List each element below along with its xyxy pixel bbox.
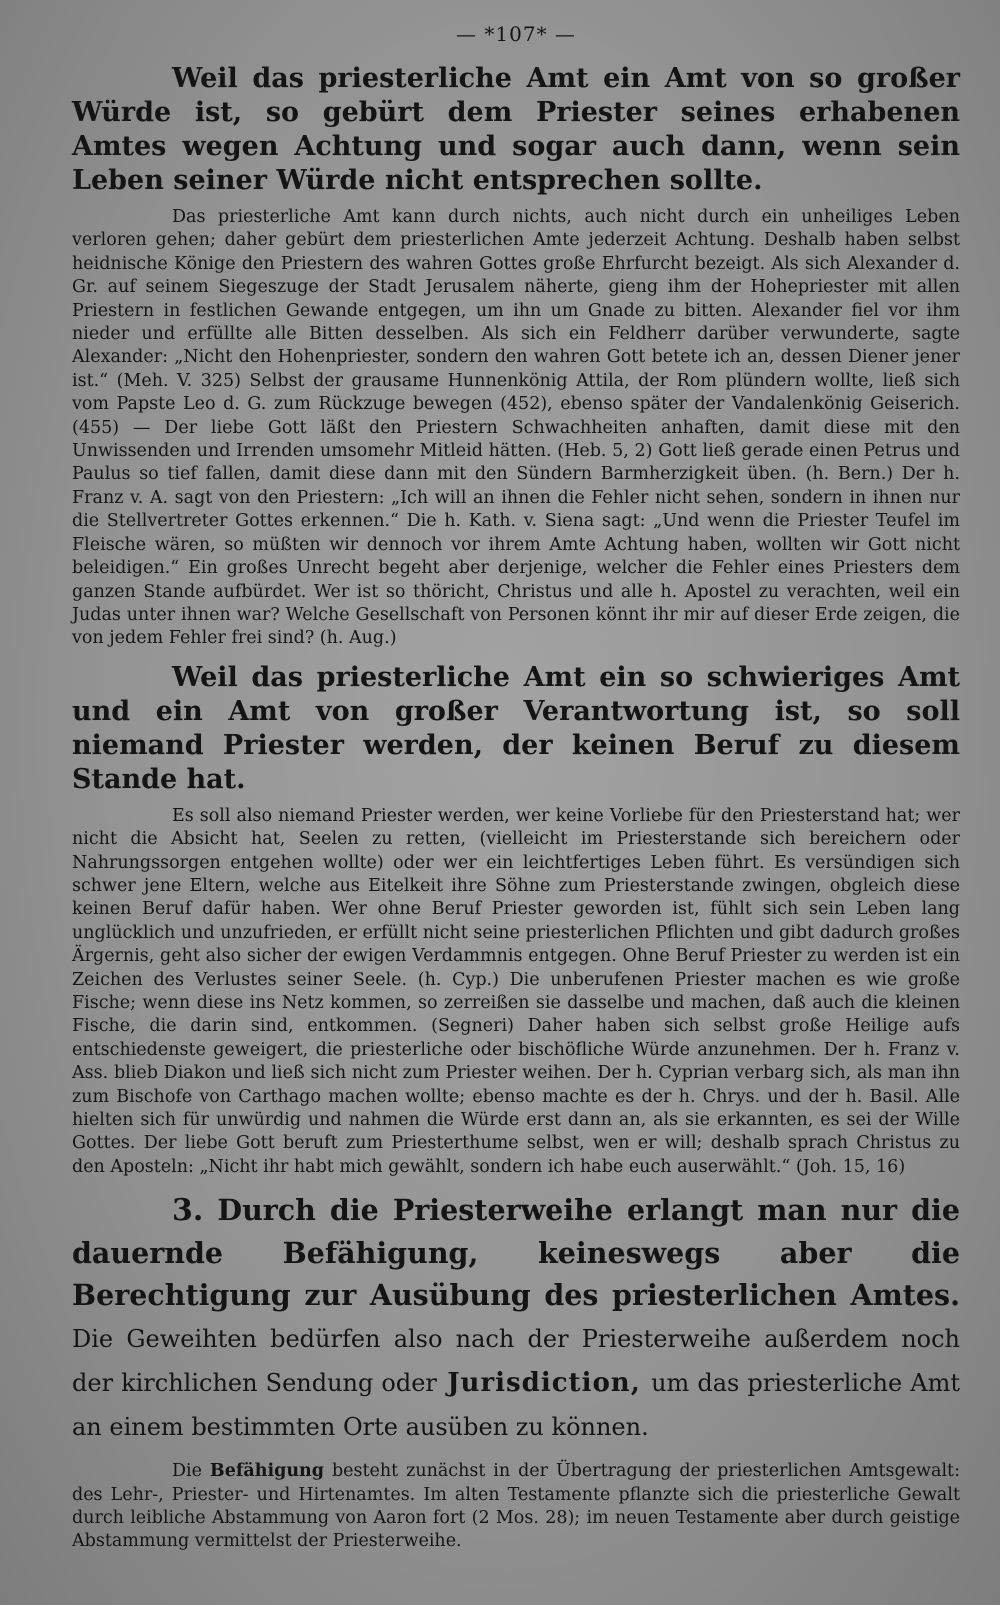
section-heading-3 <box>72 1189 960 1448</box>
section-continuation-1: Die Geweihten bedürfen also nach der Priesterweihe außerdem noch der kirchlichen Sendung oder <box>72 1325 960 1398</box>
section-number: 3. <box>172 1193 204 1229</box>
explanation-paragraph-1: Das priesterliche Amt kann durch nichts, auch nicht durch ein unheiliges Leben verloren gehen; daher gebürt dem priesterlichen Amte jederzeit Achtung. Deshalb haben selbst heidnische Könige den Priestern des wahren Gottes große Ehrfurcht bezeigt. Als sich Alexander d. Gr. auf seinem Siegeszuge der Stadt Jerusalem näherte, gieng ihm der Hohepriester mit allen Priestern in festlichen Gewande entgegen, um ihn um Gnade zu bitten. Alexander fiel vor ihm nieder und erfüllte alle Bitten desselben. Als sich ein Feldherr darüber verwunderte, sagte Alexander: „Nicht den Hohenpriester, sondern den wahren Gott betete ich an, dessen Diener jener ist.“ (Meh. V. 325) Selbst der grausame Hunnenkönig Attila, der Rom plündern wollte, ließ sich vom Papste Leo d. G. zum Rückzuge bewegen (452), ebenso später der Vandalenkönig Geiserich. (455) — Der liebe Gott läßt den Priestern Schwachheiten anhaften, damit diese mit den Unwissenden und Irrenden umsomehr Mitleid hätten. (Heb. 5, 2) Gott ließ gerade einen Petrus und Paulus so tief fallen, damit diese dann mit den Sündern Barmherzigkeit üben. (h. Bern.) Der h. Franz v. A. sagt von den Priestern: „Ich will an ihnen die Fehler nicht sehen, sondern in ihnen nur die Stellvertreter Gottes erkennen.“ Die h. Kath. v. Siena sagt: „Und wenn die Priester Teufel im Fleische wären, so müßten wir dennoch vor ihrem Amte Achtung haben, wollten wir Gott nicht beleidigen.“ Ein großes Unrecht begeht aber derjenige, welcher die Fehler eines Priesters dem ganzen Stande aufbürdet. Wer ist so thöricht, Christus und alle h. Apostel zu verachten, weil ein Judas unter ihnen war? Welche Gesellschaft von Personen könnt ihr mir auf dieser Erde zeigen, die von jedem Fehler frei sind? (h. Aug.) <box>72 207 960 649</box>
page-number: — *107* — <box>456 22 576 46</box>
lead-statement-2: Weil das priesterliche Amt ein so schwieriges Amt und ein Amt von großer Verantwortung ist, so soll niemand Priester werden, der keinen Beruf zu diesem Stande hat. <box>72 661 960 795</box>
befaehigung-term: Befähigung <box>209 1461 325 1482</box>
section-title: Durch die Priesterweihe erlangt man nur die dauernde Befähigung, keineswegs aber die Berechtigung zur Ausübung des priesterlichen Amtes. <box>72 1193 960 1313</box>
para3-body: besteht zunächst in der Übertragung der priesterlichen Amtsgewalt: des Lehr-, Priester- und Hirtenamtes. Im alten Testamente pflanzte sich die priesterliche Gewalt durch leibliche Abstammung von Aaron fort (2 Mos. 28); im neuen Testamente aber durch geistige Abstammung vermittelst der Priesterweihe. <box>72 1461 960 1552</box>
explanation-paragraph-2: Es soll also niemand Priester werden, wer keine Vorliebe für den Priesterstand hat; wer nicht die Absicht hat, Seelen zu retten, (vielleicht im Priesterstande sich bereichern oder Nahrungssorgen entgehen wollte) oder wer ein leichtfertiges Leben führt. Es versündigen sich schwer jene Eltern, welche aus Eitelkeit ihre Söhne zum Priesterstande zwingen, obgleich diese keinen Beruf dafür haben. Wer ohne Beruf Priester geworden ist, fühlt sich sein Leben lang unglücklich und unzufrieden, er erfüllt nicht seine priesterlichen Pflichten und gibt dadurch großes Ärgernis, geht also sicher der ewigen Verdammnis entgegen. Ohne Beruf Priester zu werden ist ein Zeichen des Verlustes seiner Seele. (h. Cyp.) Die unberufenen Priester machen es wie große Fische; wenn diese ins Netz kommen, so zerreißen sie dasselbe und machen, daß auch die kleinen Fische, die darin sind, entkommen. (Segneri) Daher haben sich selbst große Heilige aufs entschiedenste geweigert, die priesterliche oder bischöfliche Würde anzunehmen. Der h. Franz v. Ass. blieb Diakon und ließ sich nicht zum Priester weihen. Der h. Cyprian verbarg sich, als man ihn zum Bischofe von Carthago machen wollte; ebenso machte es der h. Chrys. und der h. Basil. Alle hielten sich für unwürdig und nahmen die Würde erst dann an, als sie erkannten, es sei der Wille Gottes. Der liebe Gott beruft zum Priesterthume selbst, wen er will; deshalb sprach Christus zu den Aposteln: „Nicht ihr habt mich gewählt, sondern ich habe euch auserwählt.“ (Joh. 15, 16) <box>72 805 960 1177</box>
section-continuation-2: um das priesterliche Amt an einem bestimmten Orte ausüben zu können. <box>72 1369 960 1442</box>
para3-intro: Die <box>172 1461 202 1482</box>
explanation-paragraph-3 <box>72 1460 960 1554</box>
lead-statement-1: Weil das priesterliche Amt ein Amt von so großer Würde ist, so gebürt dem Priester seines erhabenen Amtes wegen Achtung und sogar auch dann, wenn sein Leben seiner Würde nicht entsprechen sollte. <box>72 63 960 196</box>
jurisdiction-term: Jurisdiction, <box>447 1368 641 1399</box>
